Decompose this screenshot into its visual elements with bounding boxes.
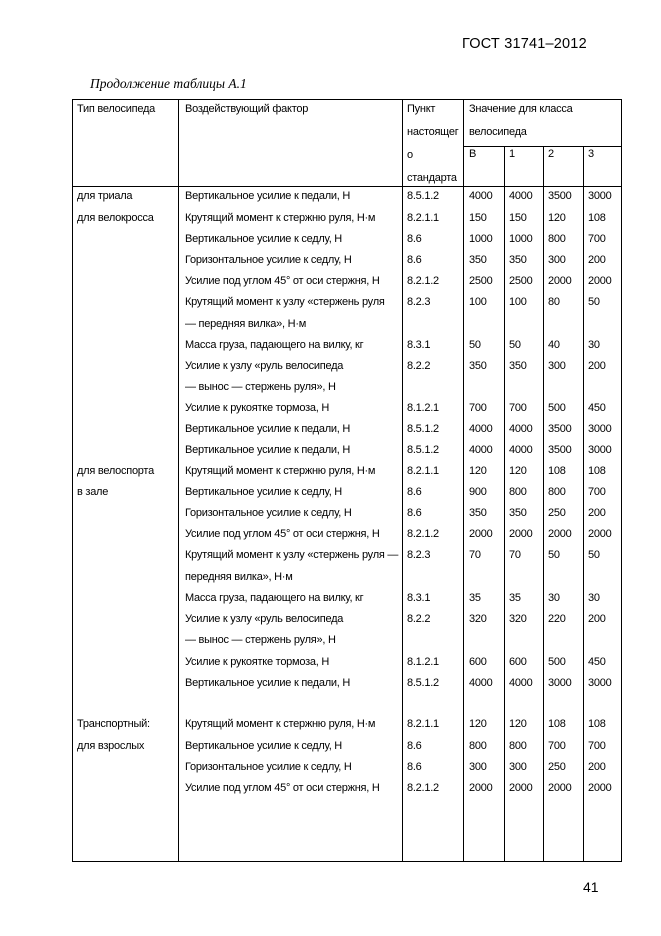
header-clause-line: Пункт [407, 103, 436, 115]
cell-clause: 8.6 [407, 233, 422, 245]
cell-bicycle-type: для триала [77, 190, 133, 202]
cell-value: 3000 [588, 423, 612, 435]
col-border-factor [178, 99, 179, 862]
cell-bicycle-type: для велокросса [77, 212, 154, 224]
cell-value: 800 [548, 486, 566, 498]
cell-value: 70 [509, 549, 521, 561]
cell-value: 2000 [509, 782, 533, 794]
cell-clause: 8.2.1.2 [407, 782, 439, 794]
cell-value: 120 [548, 212, 566, 224]
cell-factor: Вертикальное усилие к седлу, Н [185, 740, 342, 752]
cell-factor: Горизонтальное усилие к седлу, Н [185, 507, 352, 519]
cell-value: 700 [548, 740, 566, 752]
cell-value: 4000 [509, 190, 533, 202]
cell-value: 800 [509, 740, 527, 752]
cell-value: 320 [509, 613, 527, 625]
cell-value: 120 [469, 465, 487, 477]
cell-factor: Усилие под углом 45° от оси стержня, Н [185, 782, 380, 794]
header-class: 2 [548, 148, 554, 160]
cell-value: 120 [469, 718, 487, 730]
cell-factor: Горизонтальное усилие к седлу, Н [185, 254, 352, 266]
cell-value: 30 [588, 592, 600, 604]
header-factor: Воздействующий фактор [185, 103, 309, 115]
cell-value: 2000 [469, 782, 493, 794]
cell-clause: 8.5.1.2 [407, 677, 439, 689]
cell-value: 2500 [509, 275, 533, 287]
cell-value: 600 [509, 656, 527, 668]
cell-value: 108 [588, 465, 606, 477]
cell-value: 300 [469, 761, 487, 773]
cell-clause: 8.6 [407, 740, 422, 752]
cell-factor: Крутящий момент к стержню руля, Н·м [185, 465, 376, 477]
cell-value: 2000 [548, 528, 572, 540]
cell-factor: Масса груза, падающего на вилку, кг [185, 592, 364, 604]
cell-factor: Усилие к узлу «руль велосипеда [185, 613, 344, 625]
col-border-class-2 [543, 146, 544, 862]
cell-value: 2000 [588, 528, 612, 540]
cell-factor: Крутящий момент к узлу «стержень руля — [185, 549, 399, 561]
cell-value: 50 [588, 549, 600, 561]
cell-clause: 8.5.1.2 [407, 190, 439, 202]
cell-clause: 8.2.2 [407, 613, 431, 625]
header-value-line: велосипеда [469, 126, 527, 138]
cell-value: 250 [548, 507, 566, 519]
cell-factor: Усилие к рукоятке тормоза, Н [185, 402, 330, 414]
cell-clause: 8.2.1.1 [407, 718, 439, 730]
cell-bicycle-type: для взрослых [77, 740, 145, 752]
cell-factor: Вертикальное усилие к седлу, Н [185, 233, 342, 245]
cell-value: 30 [548, 592, 560, 604]
cell-factor: — вынос — стержень руля», Н [185, 634, 336, 646]
cell-clause: 8.6 [407, 254, 422, 266]
cell-value: 700 [588, 233, 606, 245]
cell-factor: Крутящий момент к стержню руля, Н·м [185, 212, 376, 224]
cell-value: 200 [588, 761, 606, 773]
cell-value: 700 [509, 402, 527, 414]
classes-top-border [463, 146, 621, 147]
cell-value: 2000 [509, 528, 533, 540]
cell-value: 500 [548, 402, 566, 414]
header-clause-line: стандарта [407, 172, 457, 184]
cell-value: 30 [588, 339, 600, 351]
cell-value: 350 [469, 360, 487, 372]
cell-bicycle-type: в зале [77, 486, 109, 498]
cell-factor: Усилие под углом 45° от оси стержня, Н [185, 275, 380, 287]
cell-value: 4000 [469, 444, 493, 456]
cell-value: 450 [588, 656, 606, 668]
cell-clause: 8.3.1 [407, 339, 431, 351]
cell-value: 200 [588, 360, 606, 372]
cell-value: 4000 [469, 677, 493, 689]
cell-clause: 8.2.1.2 [407, 528, 439, 540]
cell-clause: 8.6 [407, 486, 422, 498]
cell-value: 150 [469, 212, 487, 224]
cell-value: 600 [469, 656, 487, 668]
col-border-right [621, 99, 622, 862]
cell-clause: 8.3.1 [407, 592, 431, 604]
cell-value: 200 [588, 507, 606, 519]
header-class: 3 [588, 148, 594, 160]
cell-clause: 8.5.1.2 [407, 444, 439, 456]
cell-clause: 8.2.1.1 [407, 465, 439, 477]
cell-value: 350 [509, 254, 527, 266]
cell-factor: Усилие к рукоятке тормоза, Н [185, 656, 330, 668]
cell-value: 320 [469, 613, 487, 625]
header-class: В [469, 148, 477, 160]
cell-value: 4000 [509, 444, 533, 456]
cell-value: 108 [588, 212, 606, 224]
cell-value: 300 [548, 254, 566, 266]
cell-value: 3000 [588, 444, 612, 456]
cell-value: 350 [469, 254, 487, 266]
cell-value: 50 [588, 296, 600, 308]
cell-value: 70 [469, 549, 481, 561]
cell-value: 4000 [509, 423, 533, 435]
cell-value: 800 [548, 233, 566, 245]
cell-value: 35 [509, 592, 521, 604]
cell-value: 300 [509, 761, 527, 773]
cell-factor: Усилие к узлу «руль велосипеда [185, 360, 344, 372]
cell-value: 450 [588, 402, 606, 414]
cell-clause: 8.1.2.1 [407, 402, 439, 414]
cell-factor: Вертикальное усилие к педали, Н [185, 190, 351, 202]
cell-value: 350 [509, 360, 527, 372]
cell-value: 100 [469, 296, 487, 308]
cell-factor: Крутящий момент к стержню руля, Н·м [185, 718, 376, 730]
cell-value: 40 [548, 339, 560, 351]
cell-factor: Горизонтальное усилие к седлу, Н [185, 761, 352, 773]
cell-value: 3000 [548, 677, 572, 689]
cell-value: 900 [469, 486, 487, 498]
cell-value: 2000 [548, 782, 572, 794]
cell-value: 3000 [588, 190, 612, 202]
cell-clause: 8.1.2.1 [407, 656, 439, 668]
cell-factor: Крутящий момент к узлу «стержень руля [185, 296, 385, 308]
cell-value: 2000 [588, 782, 612, 794]
cell-value: 2000 [469, 528, 493, 540]
cell-value: 108 [548, 718, 566, 730]
cell-value: 3500 [548, 444, 572, 456]
cell-value: 4000 [469, 423, 493, 435]
cell-factor: — вынос — стержень руля», Н [185, 381, 336, 393]
cell-value: 4000 [509, 677, 533, 689]
col-border-clause [402, 99, 403, 862]
cell-value: 1000 [509, 233, 533, 245]
cell-factor: Вертикальное усилие к седлу, Н [185, 486, 342, 498]
cell-factor: Масса груза, падающего на вилку, кг [185, 339, 364, 351]
table-bottom-border [72, 861, 621, 862]
cell-factor: передняя вилка», Н·м [185, 571, 293, 583]
cell-clause: 8.2.3 [407, 296, 431, 308]
cell-value: 250 [548, 761, 566, 773]
cell-value: 120 [509, 465, 527, 477]
cell-value: 2000 [588, 275, 612, 287]
cell-value: 108 [588, 718, 606, 730]
cell-value: 120 [509, 718, 527, 730]
cell-value: 500 [548, 656, 566, 668]
cell-value: 2500 [469, 275, 493, 287]
cell-value: 1000 [469, 233, 493, 245]
col-border-class-3 [583, 146, 584, 862]
cell-value: 220 [548, 613, 566, 625]
page-number: 41 [583, 879, 599, 895]
cell-value: 3000 [588, 677, 612, 689]
table-caption: Продолжение таблицы А.1 [90, 76, 247, 91]
cell-value: 3500 [548, 190, 572, 202]
col-border-class-1 [504, 146, 505, 862]
cell-value: 700 [588, 486, 606, 498]
cell-value: 150 [509, 212, 527, 224]
col-border-values [463, 99, 464, 862]
cell-factor: Вертикальное усилие к педали, Н [185, 677, 351, 689]
cell-value: 35 [469, 592, 481, 604]
cell-value: 108 [548, 465, 566, 477]
cell-value: 3500 [548, 423, 572, 435]
cell-value: 80 [548, 296, 560, 308]
cell-value: 50 [509, 339, 521, 351]
header-class: 1 [509, 148, 515, 160]
cell-factor: — передняя вилка», Н·м [185, 318, 307, 330]
cell-factor: Усилие под углом 45° от оси стержня, Н [185, 528, 380, 540]
cell-value: 350 [469, 507, 487, 519]
header-clause-line: о [407, 149, 413, 161]
col-border-left [72, 99, 73, 862]
cell-bicycle-type: для велоспорта [77, 465, 154, 477]
header-bottom-border [72, 186, 621, 187]
header-value-line: Значение для класса [469, 103, 573, 115]
table-top-border [72, 99, 621, 100]
cell-value: 50 [469, 339, 481, 351]
cell-value: 300 [548, 360, 566, 372]
cell-clause: 8.2.2 [407, 360, 431, 372]
cell-value: 700 [588, 740, 606, 752]
cell-value: 2000 [548, 275, 572, 287]
cell-factor: Вертикальное усилие к педали, Н [185, 423, 351, 435]
cell-value: 100 [509, 296, 527, 308]
cell-factor: Вертикальное усилие к педали, Н [185, 444, 351, 456]
cell-clause: 8.2.1.1 [407, 212, 439, 224]
header-type: Тип велосипеда [77, 103, 156, 115]
cell-value: 200 [588, 613, 606, 625]
header-clause-line: настоящег [407, 126, 459, 138]
cell-bicycle-type: Транспортный: [77, 718, 150, 730]
cell-clause: 8.2.1.2 [407, 275, 439, 287]
cell-value: 700 [469, 402, 487, 414]
cell-clause: 8.2.3 [407, 549, 431, 561]
cell-value: 4000 [469, 190, 493, 202]
cell-clause: 8.6 [407, 507, 422, 519]
cell-value: 350 [509, 507, 527, 519]
cell-value: 800 [469, 740, 487, 752]
cell-value: 800 [509, 486, 527, 498]
cell-value: 200 [588, 254, 606, 266]
cell-value: 50 [548, 549, 560, 561]
cell-clause: 8.6 [407, 761, 422, 773]
cell-clause: 8.5.1.2 [407, 423, 439, 435]
standard-header: ГОСТ 31741–2012 [462, 36, 587, 52]
